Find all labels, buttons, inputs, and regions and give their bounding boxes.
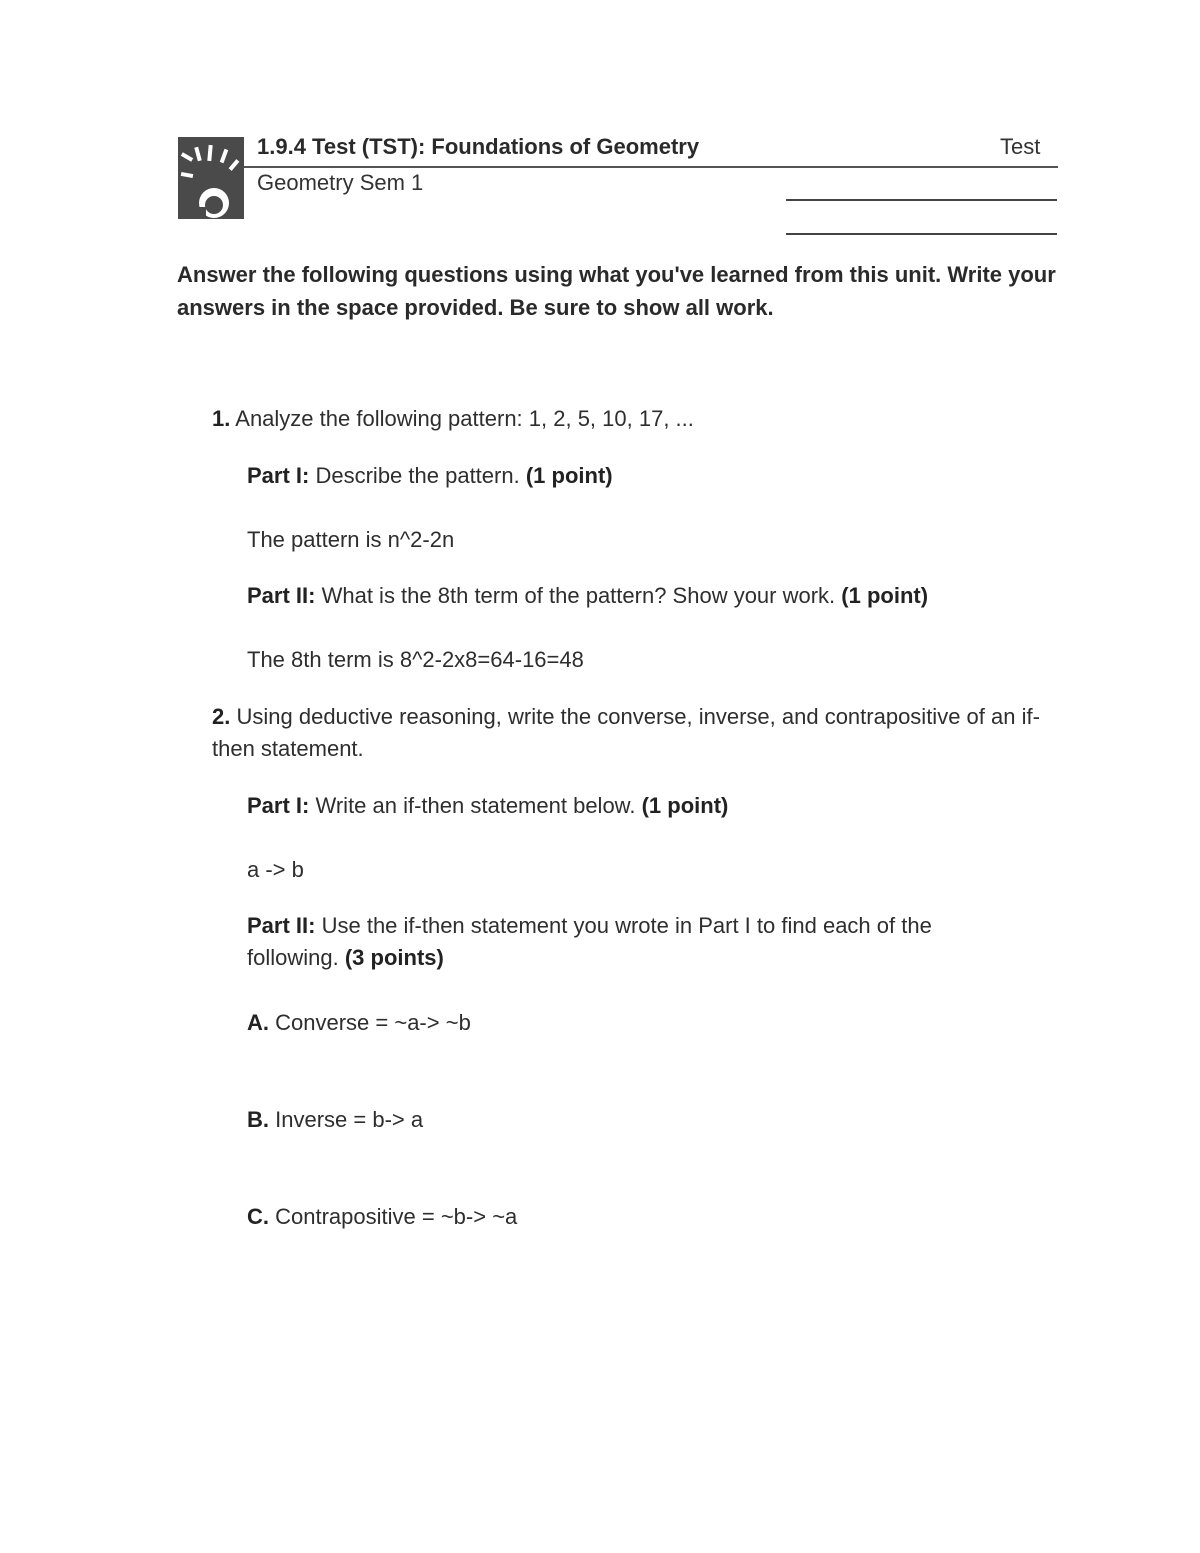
question-number: 2. <box>212 704 231 729</box>
part-label: Part II: <box>247 583 316 608</box>
answer-text: Converse = ~a-> ~b <box>275 1010 471 1035</box>
instructions: Answer the following questions using what you've learned from this unit. Write your answers in the space provided. Be sure to show all work. <box>177 262 1056 320</box>
answer-label: A. <box>247 1010 269 1035</box>
q2-answer-b <box>247 1104 423 1136</box>
q1-part-1 <box>247 460 613 492</box>
part-label: Part II: <box>247 913 316 938</box>
part-points: (3 points) <box>344 945 444 970</box>
answer-line-2 <box>786 233 1057 235</box>
question-prompt: Analyze the following pattern: 1, 2, 5, 10, 17, ... <box>235 406 694 431</box>
part-text: Write an if-then statement below. <box>315 793 636 818</box>
part-text: Use the if-then statement you wrote in Part I to find each of the following. <box>247 913 932 970</box>
q2-answer-a <box>247 1007 471 1039</box>
part-text: What is the 8th term of the pattern? Show your work. <box>321 583 836 608</box>
part-label: Part I: <box>247 793 310 818</box>
part-points: (1 point) <box>841 583 929 608</box>
answer-label: C. <box>247 1204 269 1229</box>
document-type: Test <box>1000 134 1041 159</box>
question-number: 1. <box>212 406 231 431</box>
document-title: 1.9.4 Test (TST): Foundations of Geometry <box>257 134 700 159</box>
q1-part-2 <box>247 580 928 612</box>
question-1 <box>212 403 694 435</box>
answer-text: Contrapositive = ~b-> ~a <box>275 1204 518 1229</box>
part-label: Part I: <box>247 463 310 488</box>
part-points: (1 point) <box>641 793 729 818</box>
question-2 <box>212 701 1052 765</box>
q1-part-2-answer: The 8th term is 8^2-2x8=64-16=48 <box>247 647 584 672</box>
q2-part-2 <box>247 910 1007 974</box>
q2-part-1 <box>247 790 728 822</box>
header-divider <box>244 166 1058 168</box>
part-text: Describe the pattern. <box>315 463 520 488</box>
answer-text: Inverse = b-> a <box>275 1107 424 1132</box>
q2-part-1-answer: a -> b <box>247 857 304 882</box>
q2-answer-c <box>247 1201 517 1233</box>
question-prompt: Using deductive reasoning, write the converse, inverse, and contrapositive of an if-then statement. <box>212 704 1040 761</box>
sun-hand-logo-icon <box>178 137 244 219</box>
part-points: (1 point) <box>525 463 613 488</box>
answer-line-1 <box>786 199 1057 201</box>
q1-part-1-answer: The pattern is n^2-2n <box>247 527 455 552</box>
course-name: Geometry Sem 1 <box>257 170 424 195</box>
answer-label: B. <box>247 1107 269 1132</box>
